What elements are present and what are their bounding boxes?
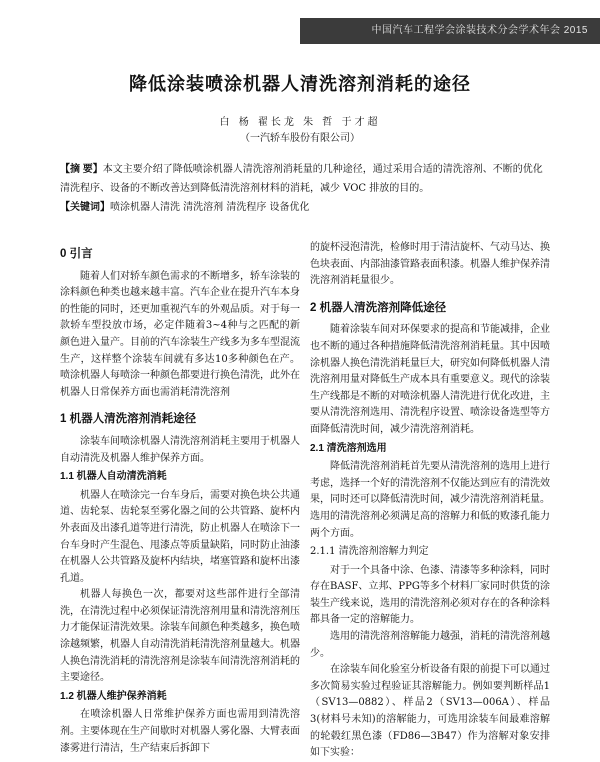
section-2-heading: 2 机器人清洗溶剂降低途径 [310, 301, 447, 314]
keywords-text: 喷涂机器人清洗 清洗溶剂 清洗程序 设备优化 [110, 202, 310, 213]
section-1-1-heading: 1.1 机器人自动清洗消耗 [60, 471, 167, 483]
section-0-heading: 0 引言 [60, 248, 93, 260]
section-1-1-paragraph-2: 机器人每换色一次，都要对这些部件进行全部清洗，在清洗过程中必须保证清洗溶剂用量和清洗溶剂压力才能保证清洗效果。涂装车间颜色种类越多，换色喷涂越频繁，机器人自动清洗消耗清洗溶剂量越大。机器人换色清洗消耗的清洗溶剂是涂装车间清洗溶剂消耗的主要途径。 [60, 589, 300, 684]
section-2-1-paragraph: 降低清洗溶剂消耗首先要从清洗溶剂的选用上进行考虑，选择一个好的清洗溶剂不仅能达到应有的清洗效果，同时还可以降低清洗时间，减少清洗溶剂消耗量。选用的清洗溶剂必须满足高的溶解力和低的败漆孔能力两个方面。 [310, 461, 550, 539]
section-2-1-1-heading: 2.1.1 清洗溶剂溶解力判定 [310, 546, 429, 558]
section-2-1-1-paragraph-3: 在涂装车间化验室分析设备有限的前提下可以通过多次简易实验过程验证其溶解能力。例如要判断样品1（SV13—0882）、样品2（SV13—006A）、样品3(材料号未知)的溶解能力，可选用涂装车间最难溶解的轮毂红黑色漆（FD86—3B47）作为溶解对象安排如下实验： [310, 664, 550, 759]
continued-paragraph: 的旋杯浸泡清洗，检修时用于清洁旋杯、气动马达、换色块表面、内部油漆管路表面积漆。机器人维护保养清洗溶剂消耗量很少。 [310, 242, 550, 287]
header-banner: 中国汽车工程学会涂装技术分会学术年会 2015 [300, 18, 600, 44]
section-2-1-1-paragraph-2: 选用的清洗溶剂溶解能力越强，消耗的清洗溶剂越少。 [310, 631, 550, 659]
left-column [60, 236, 300, 757]
keywords-label: 【关键词】 [60, 202, 110, 213]
abstract-block [60, 160, 550, 217]
section-2-1-heading: 2.1 清洗溶剂选用 [310, 442, 387, 454]
section-1-2-heading: 1.2 机器人维护保养消耗 [60, 690, 167, 702]
right-column [310, 240, 550, 762]
section-0-paragraph: 随着人们对轿车颜色需求的不断增多，轿车涂装的涂料颜色种类也越来越丰富。汽车企业在提升汽车本身的性能的同时，还更加重视汽车的外观品质。对于每一款轿车型投放市场，必定伴随着3~4种与之匹配的新颜色进入量产。目前的汽车涂装生产线多为多车型混流生产，这样整个涂装车间就有多达10多种颜色在产。喷涂机器人每喷涂一种颜色都要进行换色清洗，此外在机器人日常保养方面也需消耗清洗溶剂 [60, 270, 300, 398]
affiliation: （一汽轿车股份有限公司） [240, 133, 360, 144]
paper-title: 降低涂装喷涂机器人清洗溶剂消耗的途径 [129, 74, 471, 94]
section-1-2-paragraph: 在喷涂机器人日常维护保养方面也需用到清洗溶剂。主要体现在生产间歇时对机器人雾化器、大臂表面漆雾进行清洁，生产结束后拆卸下 [60, 709, 300, 754]
section-1-heading: 1 机器人清洗溶剂消耗途径 [60, 413, 197, 426]
section-2-1-1-paragraph-1: 对于一个具备中涂、色漆、清漆等多种涂料，同时存在BASF、立邦、PPG等多个材料厂家同时供货的涂装生产线来说，选用的清洗溶剂必须对存在的各种涂料都具备一定的溶解能力。 [310, 564, 550, 626]
keywords [60, 198, 550, 217]
section-1-paragraph: 涂装车间喷涂机器人清洗溶剂消耗主要用于机器人自动清洗及机器人维护保养方面。 [60, 435, 300, 464]
abstract [60, 160, 550, 198]
section-1-1-paragraph-1: 机器人在喷涂完一台车身后，需要对换色块公共通道、齿轮泵、齿轮泵至雾化器之间的公共管路、旋杯内外表面及出漆孔道等进行清洗，防止机器人在喷涂下一台车身时产生混色、甩漆点等质量缺陷，同时防止油漆在机器人公共管路及旋杯内结块，堵塞管路和旋杯出漆孔道。 [60, 489, 300, 584]
authors: 白 杨 翟长龙 朱 哲 于才超 [219, 117, 381, 128]
abstract-text: 本文主要介绍了降低喷涂机器人清洗溶剂消耗量的几种途径，通过采用合适的清洗溶剂、不断的优化清洗程序、设备的不断改善达到降低清洗溶剂材料的消耗，减少 VOC 排放的目的。 [60, 164, 543, 194]
section-2-paragraph: 随着涂装车间对环保要求的提高和节能减排，企业也不断的通过各种措施降低清洗溶剂消耗量。其中因喷涂机器人换色清洗消耗量巨大，研究如何降低机器人清洗溶剂用量对降低生产成本具有重要意义。现代的涂装生产线都是不断的对喷涂机器人清洗进行优化改进，主要从清洗溶剂选用、清洗程序设置、喷涂设备选型等方面降低清洗时间，减少清洗溶剂消耗。 [310, 324, 550, 435]
abstract-label: 【摘 要】 [60, 164, 103, 175]
